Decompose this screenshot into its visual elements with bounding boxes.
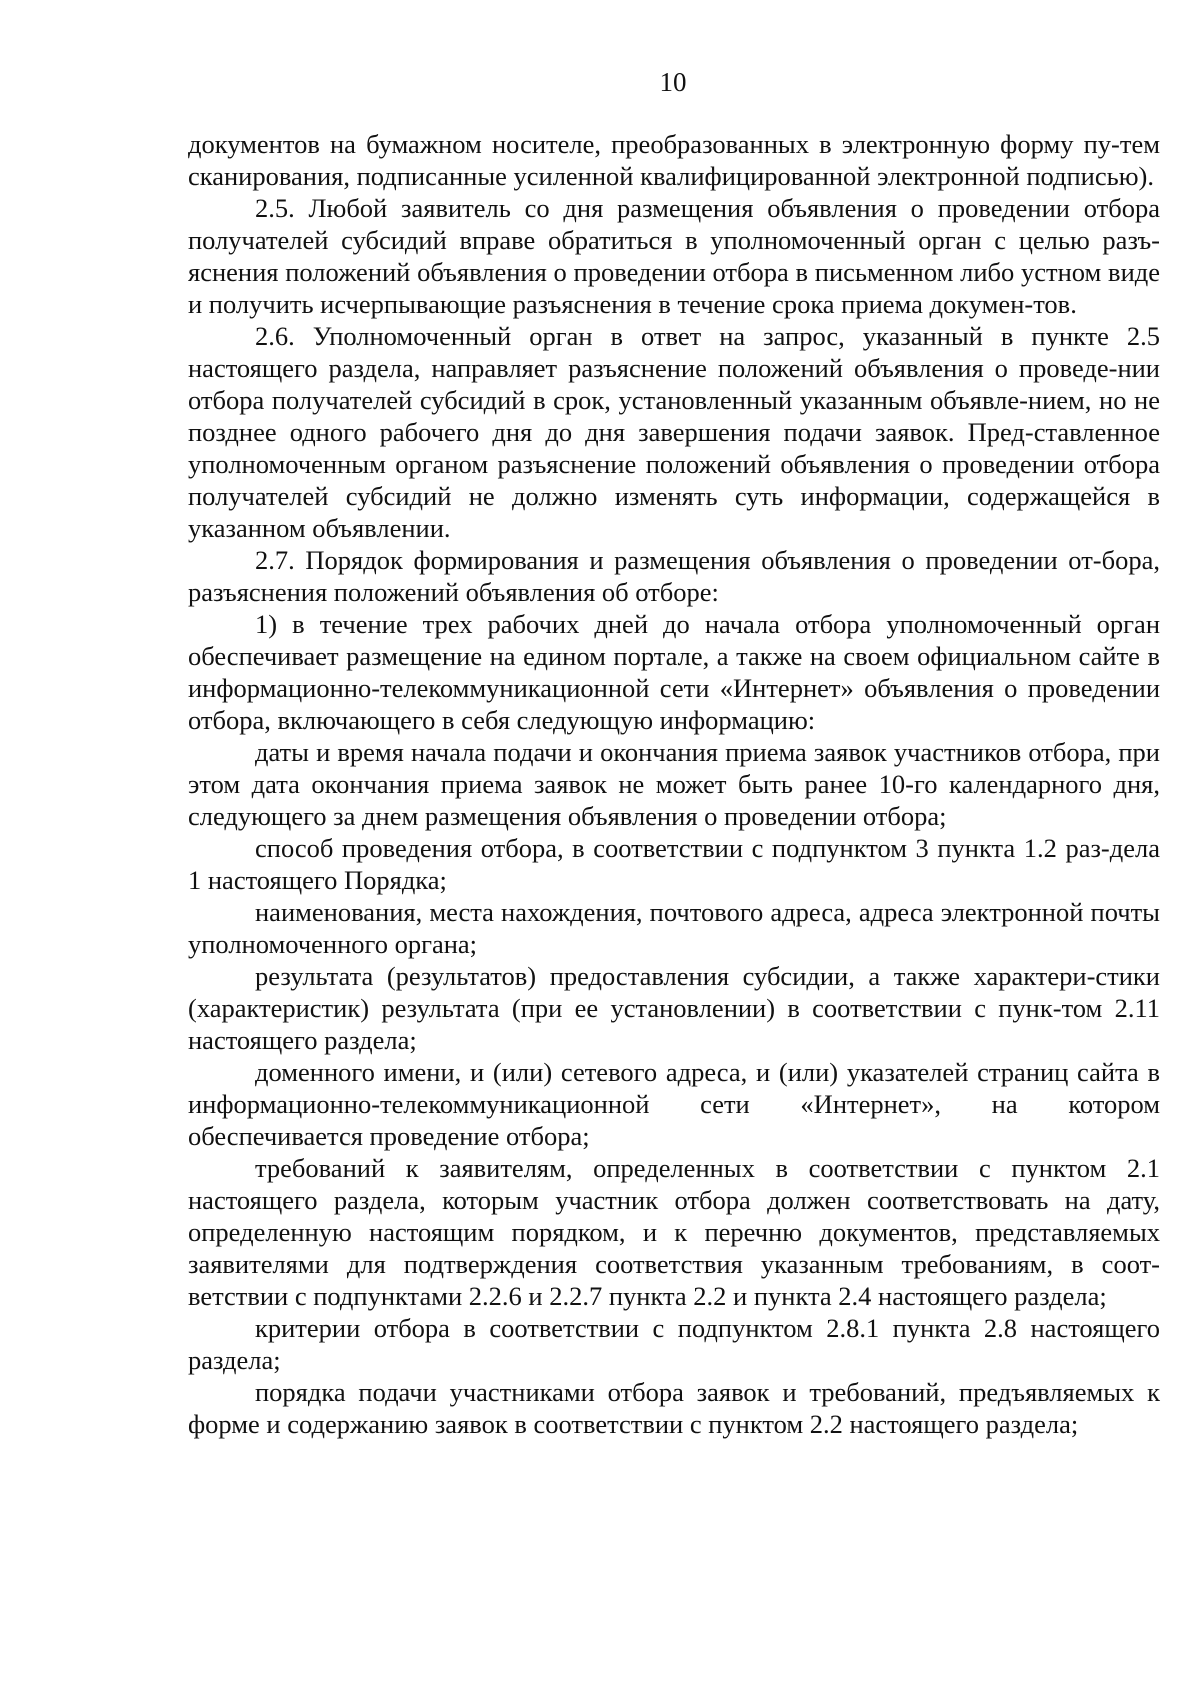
list-item-dates: даты и время начала подачи и окончания приема заявок участников отбора, при этом дата окончания приема заявок не может быть ранее 10-го календарного дня, следующего за днем размещения объявления о проведении отбора; (188, 737, 1160, 831)
document-body (188, 128, 1160, 1440)
list-item-domain: доменного имени, и (или) сетевого адреса, и (или) указателей страниц сайта в информационно-телекоммуникационной сети «Интернет», на котором обеспечивается проведение отбора; (188, 1057, 1160, 1151)
list-item-requirements: требований к заявителям, определенных в соответствии с пунктом 2.1 настоящего раздела, которым участник отбора должен соответствовать на дату, определенную настоящим порядком, и к перечню документов, представляемых заявителями для подтверждения соответствия указанным требованиям, в соот-ветствии с подпунктами 2.2.6 и 2.2.7 пункта 2.2 и пункта 2.4 настоящего раздела; (188, 1153, 1160, 1311)
paragraph-2-6: 2.6. Уполномоченный орган в ответ на запрос, указанный в пункте 2.5 настоящего раздела, направляет разъяснение положений объявления о проведе-нии отбора получателей субсидий в срок, установленный указанным объявле-нием, но не позднее одного рабочего дня до дня завершения подачи заявок. Пред-ставленное уполномоченным органом разъяснение положений объявления о проведении отбора получателей субсидий не должно изменять суть информации, содержащейся в указанном объявлении. (188, 321, 1160, 543)
list-item-results: результата (результатов) предоставления субсидии, а также характери-стики (характеристик) результата (при ее установлении) в соответствии с пунк-том 2.11 настоящего раздела; (188, 961, 1160, 1055)
page-number: 10 (659, 67, 687, 97)
list-item-procedure: порядка подачи участниками отбора заявок и требований, предъявляемых к форме и содержанию заявок в соответствии с пунктом 2.2 настоящего раздела; (188, 1377, 1160, 1439)
paragraph-2-7: 2.7. Порядок формирования и размещения объявления о проведении от-бора, разъяснения положений объявления об отборе: (188, 545, 1160, 607)
paragraph-2-5: 2.5. Любой заявитель со дня размещения объявления о проведении отбора получателей субсидий вправе обратиться в уполномоченный орган с целью разъ-яснения положений объявления о проведении отбора в письменном либо устном виде и получить исчерпывающие разъяснения в течение срока приема докумен-тов. (188, 193, 1160, 319)
list-item-names: наименования, места нахождения, почтового адреса, адреса электронной почты уполномоченного органа; (188, 897, 1160, 959)
paragraph-continuation: документов на бумажном носителе, преобразованных в электронную форму пу-тем сканирования, подписанные усиленной квалифицированной электронной подписью). (188, 129, 1160, 191)
paragraph-2-7-item-1: 1) в течение трех рабочих дней до начала отбора уполномоченный орган обеспечивает размещение на едином портале, а также на своем официальном сайте в информационно-телекоммуникационной сети «Интернет» объявления о проведении отбора, включающего в себя следующую информацию: (188, 609, 1160, 735)
list-item-method: способ проведения отбора, в соответствии с подпунктом 3 пункта 1.2 раз-дела 1 настоящего Порядка; (188, 833, 1160, 895)
list-item-criteria: критерии отбора в соответствии с подпунктом 2.8.1 пункта 2.8 настоящего раздела; (188, 1313, 1160, 1375)
